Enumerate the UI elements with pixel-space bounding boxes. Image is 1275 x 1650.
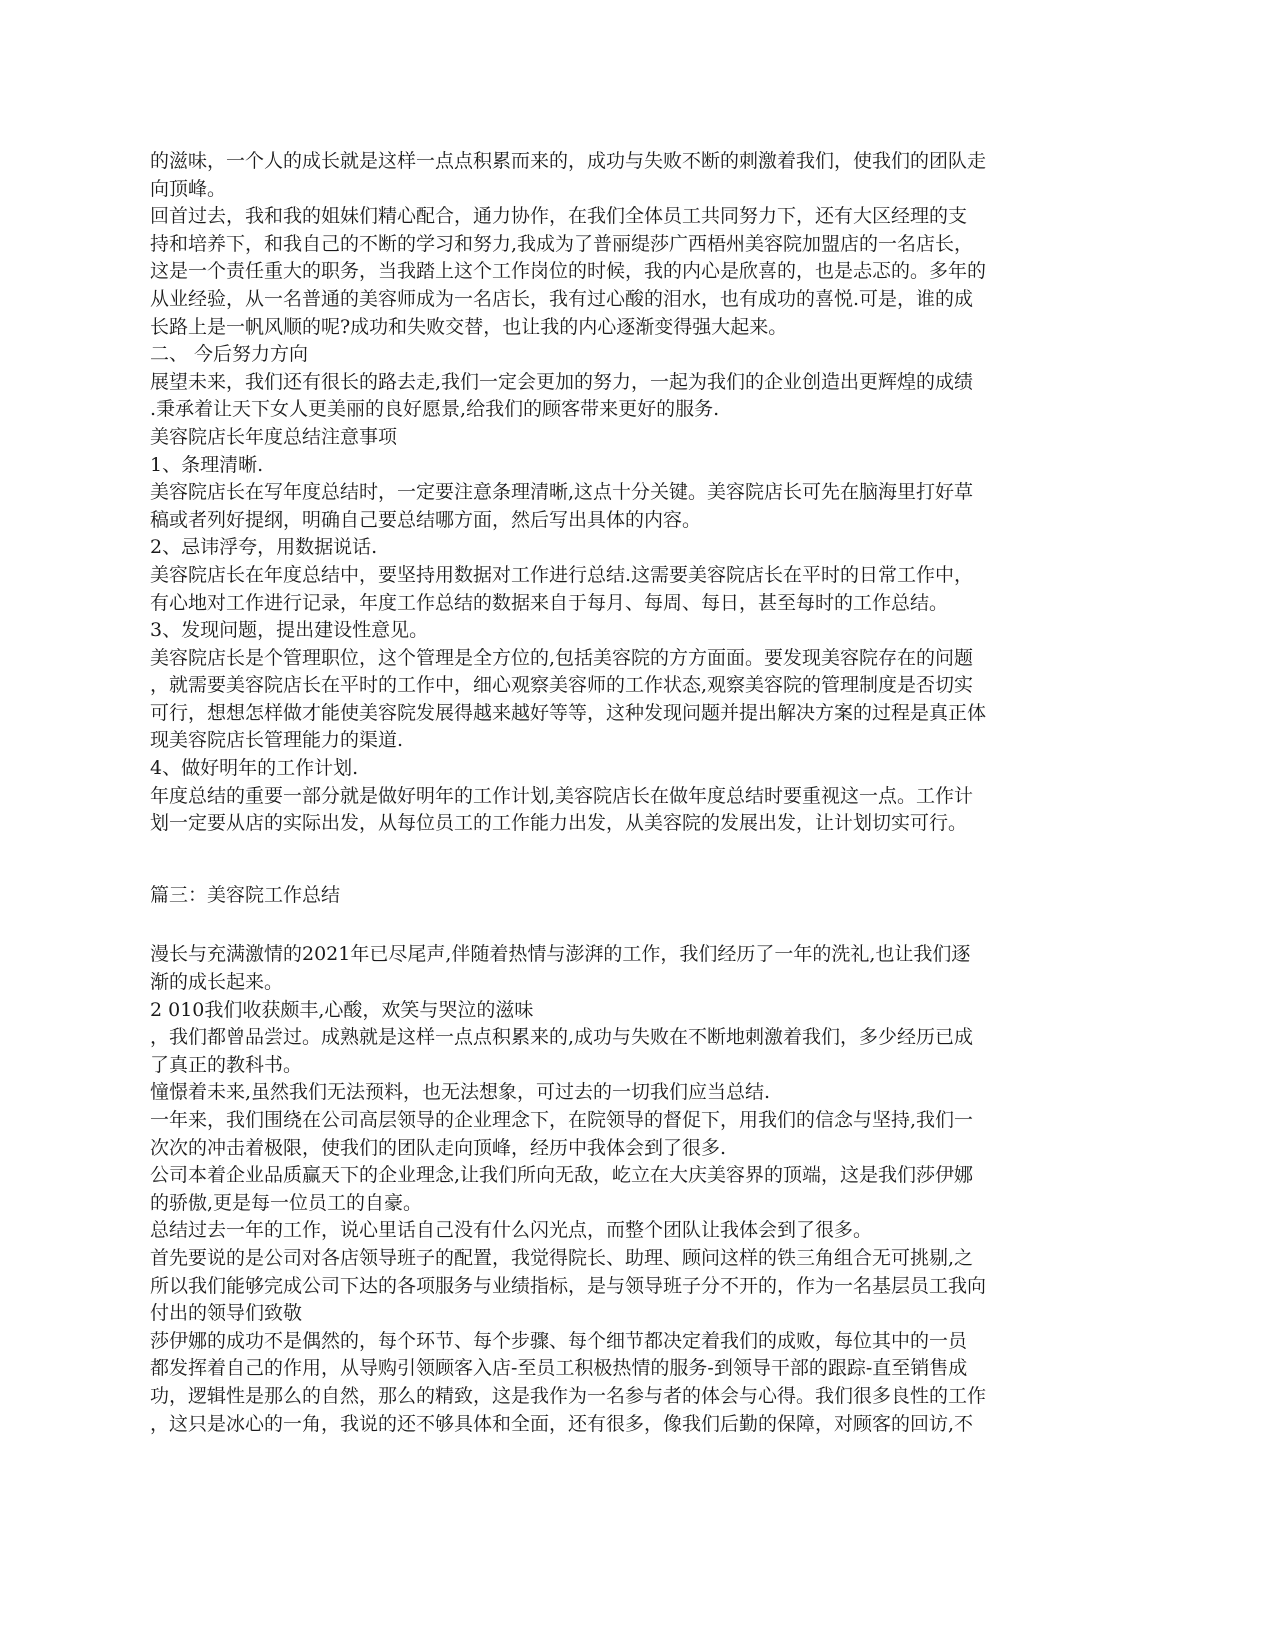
paragraph-line: 次次的冲击着极限，使我们的团队走向顶峰，经历中我体会到了很多. bbox=[150, 1136, 727, 1159]
paragraph-line: 回首过去，我和我的姐妹们精心配合，通力协作，在我们全体员工共同努力下，还有大区经理的支 bbox=[150, 205, 968, 228]
paragraph-line: 稿或者列好提纲，明确自己要总结哪方面，然后写出具体的内容。 bbox=[150, 508, 702, 531]
paragraph-line: 持和培养下，和我自己的不断的学习和努力,我成为了普丽缇莎广西梧州美容院加盟店的一名店长， bbox=[150, 232, 974, 255]
paragraph-line: 向顶峰。 bbox=[150, 177, 227, 200]
section-spacer bbox=[150, 909, 1120, 941]
paragraph-line: 付出的领导们致敬 bbox=[150, 1302, 303, 1325]
paragraph-line: 2 010我们收获颇丰,心酸，欢笑与哭泣的滋味 bbox=[150, 998, 534, 1021]
paragraph-line: 公司本着企业品质赢天下的企业理念,让我们所向无敌，屹立在大庆美容界的顶端，这是我们莎伊娜 bbox=[150, 1164, 974, 1187]
paragraph-line: ，就需要美容院店长在平时的工作中，细心观察美容师的工作状态,观察美容院的管理制度是否切实 bbox=[150, 674, 974, 697]
paragraph-line: 可行，想想怎样做才能使美容院发展得越来越好等等，这种发现问题并提出解决方案的过程是真正体 bbox=[150, 701, 987, 724]
paragraph-line: 展望未来，我们还有很长的路去走,我们一定会更加的努力，一起为我们的企业创造出更辉煌的成绩 bbox=[150, 370, 974, 393]
paragraph-line: 长路上是一帆风顺的呢?成功和失败交替，也让我的内心逐渐变得强大起来。 bbox=[150, 315, 788, 338]
paragraph-line: 总结过去一年的工作，说心里话自己没有什么闪光点，而整个团队让我体会到了很多。 bbox=[150, 1219, 873, 1242]
paragraph-line: 从业经验，从一名普通的美容师成为一名店长，我有过心酸的泪水，也有成功的喜悦.可是，谁的成 bbox=[150, 287, 974, 310]
document-page bbox=[150, 148, 1120, 1438]
section-part-two bbox=[150, 148, 1120, 838]
paragraph-line: 美容院店长在年度总结中，要坚持用数据对工作进行总结.这需要美容院店长在平时的日常工作中， bbox=[150, 563, 974, 586]
paragraph-line: 憧憬着未来,虽然我们无法预料，也无法想象，可过去的一切我们应当总结. bbox=[150, 1081, 771, 1104]
list-item-line: 1、条理清晰. bbox=[150, 453, 264, 476]
paragraph-line: 的滋味，一个人的成长就是这样一点点积累而来的，成功与失败不断的刺激着我们，使我们的团队走 bbox=[150, 150, 987, 172]
paragraph-line: ，我们都曾品尝过。成熟就是这样一点点积累来的,成功与失败在不断地刺激着我们，多少经历已成 bbox=[150, 1026, 974, 1049]
paragraph-line: 漫长与充满激情的2021年已尽尾声,伴随着热情与澎湃的工作，我们经历了一年的洗礼,也让我们逐 bbox=[150, 943, 971, 966]
section-heading: 篇三：美容院工作总结 bbox=[150, 883, 341, 906]
paragraph-line: 了真正的教科书。 bbox=[150, 1053, 303, 1076]
paragraph-line: 有心地对工作进行记录，年度工作总结的数据来自于每月、每周、每日，甚至每时的工作总结。 bbox=[150, 591, 949, 614]
paragraph-line: 美容院店长在写年度总结时，一定要注意条理清晰,这点十分关键。美容院店长可先在脑海里打好草 bbox=[150, 481, 974, 504]
paragraph-line: .秉承着让天下女人更美丽的良好愿景,给我们的顾客带来更好的服务. bbox=[150, 398, 720, 421]
section-part-three bbox=[150, 941, 1120, 1438]
paragraph-line: 所以我们能够完成公司下达的各项服务与业绩指标，是与领导班子分不开的，作为一名基层员工我向 bbox=[150, 1274, 987, 1297]
paragraph-line: 美容院店长是个管理职位，这个管理是全方位的,包括美容院的方方面面。要发现美容院存在的问题 bbox=[150, 646, 974, 669]
subheading-line: 二、 今后努力方向 bbox=[150, 343, 309, 366]
paragraph-line: 划一定要从店的实际出发，从每位员工的工作能力出发，从美容院的发展出发，让计划切实可行。 bbox=[150, 812, 968, 835]
section-spacer bbox=[150, 838, 1120, 882]
paragraph-line: ，这只是冰心的一角，我说的还不够具体和全面，还有很多，像我们后勤的保障，对顾客的回访,不 bbox=[150, 1412, 974, 1435]
list-item-line: 2、忌讳浮夸，用数据说话. bbox=[150, 536, 378, 559]
paragraph-line: 功，逻辑性是那么的自然，那么的精致，这是我作为一名参与者的体会与心得。我们很多良性的工作 bbox=[150, 1384, 987, 1407]
list-item-line: 4、做好明年的工作计划. bbox=[150, 757, 359, 780]
paragraph-line: 莎伊娜的成功不是偶然的，每个环节、每个步骤、每个细节都决定着我们的成败，每位其中的一员 bbox=[150, 1329, 968, 1352]
paragraph-line: 这是一个责任重大的职务，当我踏上这个工作岗位的时候，我的内心是欣喜的，也是忐忑的。多年的 bbox=[150, 260, 987, 283]
paragraph-line: 一年来，我们围绕在公司高层领导的企业理念下，在院领导的督促下，用我们的信念与坚持,我们一 bbox=[150, 1109, 974, 1131]
paragraph-line: 首先要说的是公司对各店领导班子的配置，我觉得院长、助理、顾问这样的铁三角组合无可挑剔,之 bbox=[150, 1246, 974, 1269]
paragraph-line: 年度总结的重要一部分就是做好明年的工作计划,美容院店长在做年度总结时要重视这一点。工作计 bbox=[150, 784, 974, 807]
subheading-line: 美容院店长年度总结注意事项 bbox=[150, 425, 398, 448]
list-item-line: 3、发现问题，提出建设性意见。 bbox=[150, 619, 429, 642]
paragraph-line: 现美容院店长管理能力的渠道. bbox=[150, 729, 404, 752]
paragraph-line: 的骄傲,更是每一位员工的自豪。 bbox=[150, 1191, 423, 1214]
paragraph-line: 都发挥着自己的作用，从导购引领顾客入店-至员工积极热情的服务-到领导干部的跟踪-直至销售成 bbox=[150, 1357, 968, 1380]
paragraph-line: 渐的成长起来。 bbox=[150, 971, 284, 994]
